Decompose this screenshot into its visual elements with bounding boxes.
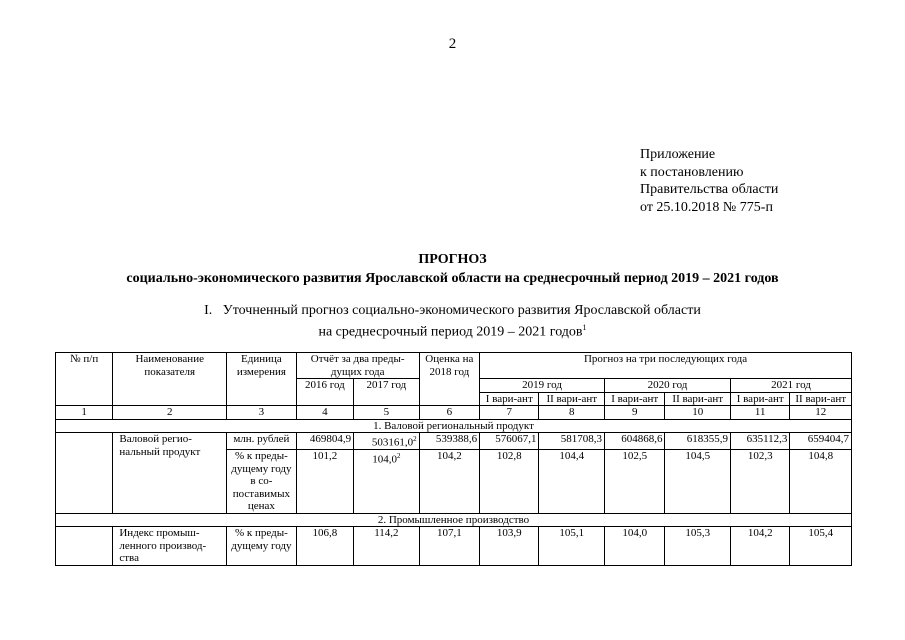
title-line-1: ПРОГНОЗ (418, 252, 487, 267)
value-cell: 104,5 (665, 450, 731, 514)
header-unit: Единица измерения (227, 353, 297, 406)
header-variant-2-2021: II вари-ант (790, 392, 852, 406)
value-cell: 101,2 (296, 450, 353, 514)
section-heading-line-2 (0, 319, 905, 341)
appendix-block (640, 146, 778, 216)
forecast-table (55, 352, 852, 566)
table-row (56, 527, 852, 566)
appendix-line-1: Приложение (640, 147, 716, 162)
section-heading-line-2-text: на среднесрочный период 2019 – 2021 годов (318, 324, 583, 340)
value-cell: 102,5 (605, 450, 665, 514)
unit-grp-rub: млн. рублей (227, 433, 297, 450)
column-number-row (56, 406, 852, 420)
value-cell (354, 433, 420, 450)
value-cell: 105,4 (790, 527, 852, 566)
header-variant-2-2019: II вари-ант (539, 392, 605, 406)
row-num-cell (56, 527, 113, 566)
col-number: 1 (56, 406, 113, 420)
footnote-mark-1: 1 (582, 323, 587, 332)
value-cell: 635112,3 (731, 433, 790, 450)
col-number: 9 (605, 406, 665, 420)
appendix-line-3: Правительства области (640, 182, 779, 197)
value-cell: 576067,1 (480, 433, 539, 450)
value-cell: 618355,9 (665, 433, 731, 450)
value-cell: 107,1 (419, 527, 479, 566)
header-forecast-2020: 2020 год (605, 379, 731, 393)
value-cell: 103,9 (480, 527, 539, 566)
page-number: 2 (448, 36, 457, 52)
header-forecast: Прогноз на три последующих года (480, 353, 852, 379)
row-num-cell (56, 433, 113, 514)
value-text: 503161,0 (371, 436, 414, 449)
unit-ipp: % к преды-дущему году (227, 527, 297, 566)
title-line-2: социально-экономического развития Ярославской области на среднесрочный период 2019 – 2021 годов (126, 271, 779, 286)
value-cell: 659404,7 (790, 433, 852, 450)
col-number: 4 (296, 406, 353, 420)
indicator-name-grp: Валовой регио-нальный продукт (113, 433, 227, 514)
col-number: 8 (539, 406, 605, 420)
section-heading-line-1: I. Уточненный прогноз социально-экономического развития Ярославской области (204, 303, 701, 318)
header-variant-2-2020: II вари-ант (665, 392, 731, 406)
unit-grp-pct: % к преды-дущему году в со-поставимых ценах (227, 450, 297, 514)
appendix-line-4: от 25.10.2018 № 775-п (640, 199, 773, 215)
value-cell: 539388,6 (419, 433, 479, 450)
header-2016: 2016 год (296, 379, 353, 406)
value-cell: 581708,3 (539, 433, 605, 450)
col-number: 5 (354, 406, 420, 420)
section-title-industry: 2. Промышленное производство (56, 513, 852, 527)
col-number: 2 (113, 406, 227, 420)
header-row-1 (56, 353, 852, 379)
header-estimate: Оценка на 2018 год (419, 353, 479, 406)
col-number: 3 (227, 406, 297, 420)
value-cell: 105,3 (665, 527, 731, 566)
header-forecast-2021: 2021 год (731, 379, 852, 393)
header-2017: 2017 год (354, 379, 420, 406)
value-cell: 604868,6 (605, 433, 665, 450)
section-title-grp: 1. Валовой региональный продукт (56, 419, 852, 433)
value-cell: 106,8 (296, 527, 353, 566)
section-row-industry (56, 513, 852, 527)
col-number: 6 (419, 406, 479, 420)
section-row-grp (56, 419, 852, 433)
header-report: Отчёт за два преды-дущих года (296, 353, 419, 379)
value-cell: 104,2 (731, 527, 790, 566)
table-row (56, 433, 852, 450)
value-cell: 104,0 (605, 527, 665, 566)
value-cell (354, 450, 420, 514)
footnote-mark-2: 2 (413, 435, 417, 443)
header-variant-1-2019: I вари-ант (480, 392, 539, 406)
col-number: 12 (790, 406, 852, 420)
value-cell: 104,4 (539, 450, 605, 514)
section-heading (0, 302, 905, 341)
value-text: 104,0 (372, 453, 397, 466)
document-title (0, 250, 905, 288)
footnote-mark-2: 2 (396, 452, 401, 461)
value-cell: 105,1 (539, 527, 605, 566)
value-cell: 102,3 (731, 450, 790, 514)
header-num: № п/п (56, 353, 113, 406)
indicator-name-ipp: Индекс промыш-ленного производ-ства (113, 527, 227, 566)
value-cell: 104,8 (790, 450, 852, 514)
header-variant-1-2021: I вари-ант (731, 392, 790, 406)
col-number: 7 (480, 406, 539, 420)
header-variant-1-2020: I вари-ант (605, 392, 665, 406)
value-cell: 102,8 (480, 450, 539, 514)
header-name: Наименование показателя (113, 353, 227, 406)
value-cell: 104,2 (419, 450, 479, 514)
col-number: 11 (731, 406, 790, 420)
appendix-line-2: к постановлению (640, 164, 744, 180)
header-forecast-2019: 2019 год (480, 379, 605, 393)
value-cell: 114,2 (354, 527, 420, 566)
value-cell: 469804,9 (296, 433, 353, 450)
col-number: 10 (665, 406, 731, 420)
